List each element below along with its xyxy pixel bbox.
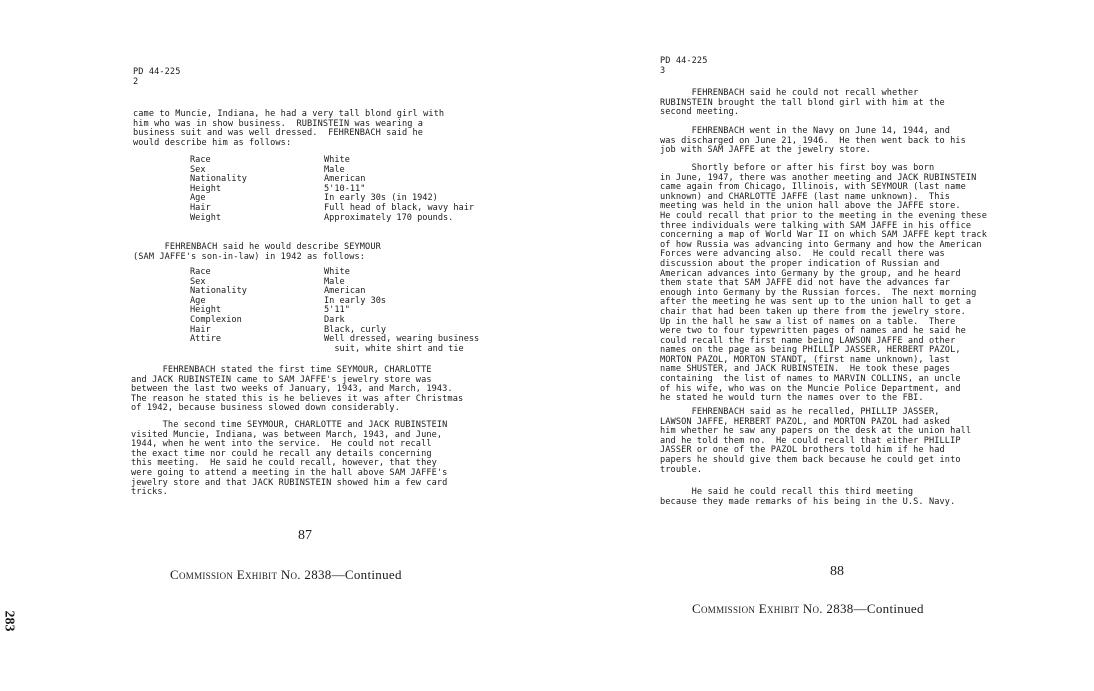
description-field-label: Sex [190, 164, 206, 175]
description-field-value: Black, curly [324, 324, 387, 335]
right-paragraph-4: FEHRENBACH said as he recalled, PHILLIP JASSER, LAWSON JAFFE, HERBERT PAZOL, and MORTON PAZOL had asked him whether he saw any papers on the desk at the union hall and he told them no. He could recall that either PHILLIP JASSER or one of the PAZOL brothers told him if he had papers he should give them back because he could get into trouble. [660, 407, 972, 475]
left-paragraph-2: FEHRENBACH said he would describe SEYMOUR (SAM JAFFE's son-in-law) in 1942 as follows: [133, 242, 381, 262]
description-row [190, 214, 474, 224]
left-exhibit-caption [170, 567, 402, 583]
description-row [190, 335, 479, 354]
left-paragraph-4: The second time SEYMOUR, CHARLOTTE and JACK RUBINSTEIN visited Muncie, Indiana, was between March, 1943, and June, 1944, when he went into the service. He could not recall the exact time nor could he recall any details concerning this meeting. He said he could recall, however, that they were going to attend a meeting in the hall above SAM JAFFE's jewelry store and that JACK RUBINSTEIN showed him a few card tricks. [131, 420, 448, 498]
description-field-value: White [324, 155, 350, 165]
right-paragraph-2: FEHRENBACH went in the Navy on June 14, 1944, and was discharged on June 21, 1946. He then went back to his job with SAM JAFFE at the jewelry store. [660, 126, 966, 156]
description-field-label: Sex [190, 276, 206, 287]
right-paragraph-5: He said he could recall this third meeting because they made remarks of his being in the U.S. Navy. [660, 487, 956, 507]
description-field-label: Height [190, 305, 222, 316]
right-exhibit-caption [692, 601, 924, 617]
description-field-label: Weight [190, 212, 222, 223]
description-field-label: Race [190, 155, 211, 165]
right-paragraph-3: Shortly before or after his first boy was born in June, 1947, there was another meeting and JACK RUBINSTEIN came again from Chicago, Illinois, with SEYMOUR (last name unknown) and CHARLOTTE JAFFE (last name unknown). This meeting was held in the union hall above the JAFFE store. He could recall that prior to the meeting in the evening these three individuals were talking with SAM JAFFE in his office concerning a map of World War II on which SAM JAFFE kept track of how Russia was advancing into Germany and how the American Forces were advancing also. He could recall there was discussion about the proper indication of Russian and American advances into Germany by the group, and he heard them state that SAM JAFFE did not have the advances far enough into Germany by the Russian forces. The next morning after the meeting he was sent up to the union hall to get a chair that had been taken up there from the jewelry store. Up in the hall he saw a list of names on a table. There were two to four typewritten pages of names and he said he could recall the first name being LAWSON JAFFE and other names on the page as being PHILLIP JASSER, HERBERT PAZOL, MORTON PAZOL, MORTON STANDT, (first name unknown), last name SHUSTER, and JACK RUBINSTEIN. He took these pages containing the list of names to MARVIN COLLINS, an uncle of his wife, who was on the Muncie Police Department, and he stated he would turn the names over to the FBI. [660, 163, 987, 404]
right-caption-title: Commission Exhibit No. 2838 [692, 601, 854, 616]
description-field-value: Male [324, 164, 345, 175]
left-page-number: 87 [298, 528, 312, 543]
description-field-label: Race [190, 267, 211, 277]
description-field-value: In early 30s [324, 295, 387, 306]
description-field-value: Full head of black, wavy hair [324, 202, 475, 213]
description-field-value: American [324, 286, 366, 297]
right-caption-continued: —Continued [853, 601, 924, 616]
description-field-value: Male [324, 276, 345, 287]
left-file-header: PD 44-225 2 [133, 67, 181, 87]
description-field-value: White [324, 267, 350, 277]
right-file-header: PD 44-225 3 [660, 56, 708, 76]
description-field-label: Nationality [190, 286, 247, 297]
description-field-label: Hair [190, 324, 211, 335]
description-field-value: Dark [324, 314, 345, 325]
description-field-label: Age [190, 193, 206, 204]
description-field-label: Height [190, 183, 222, 194]
volume-page-side-number: 283 [1, 610, 17, 632]
left-paragraph-1: came to Muncie, Indiana, he had a very tall blond girl with him who was in show business. RUBINSTEIN was wearing a business suit and was well dressed. FEHRENBACH said he would describe him as follows: [133, 109, 445, 148]
description-field-label: Nationality [190, 174, 247, 185]
description-field-value: Approximately 170 pounds. [324, 212, 454, 223]
left-paragraph-3: FEHRENBACH stated the first time SEYMOUR, CHARLOTTE and JACK RUBINSTEIN came to SAM JAFFE's jewelry store was between the last two weeks of January, 1943, and March, 1943. The reason he stated this is he believes it was after Christmas of 1942, because business slowed down considerably. [131, 365, 464, 414]
description-field-value: 5'11" [324, 305, 350, 316]
left-caption-title: Commission Exhibit No. 2838 [170, 567, 332, 582]
left-description-table-seymour [190, 268, 479, 354]
description-field-label: Hair [190, 202, 211, 213]
right-page [547, 0, 1094, 691]
right-paragraph-1: FEHRENBACH said he could not recall whether RUBINSTEIN brought the tall blond girl with him at the second meeting. [660, 88, 945, 118]
left-caption-continued: —Continued [331, 567, 402, 582]
description-field-value: In early 30s (in 1942) [324, 193, 438, 204]
description-field-value: American [324, 174, 366, 185]
description-field-value: Well dressed, wearing business suit, white shirt and tie [324, 334, 480, 354]
left-description-table-rubinstein [190, 156, 474, 223]
description-field-value: 5'10-11" [324, 183, 366, 194]
description-field-label: Complexion [190, 314, 242, 325]
description-field-label: Attire [190, 334, 222, 345]
right-page-number: 88 [830, 564, 844, 579]
description-field-label: Age [190, 295, 206, 306]
